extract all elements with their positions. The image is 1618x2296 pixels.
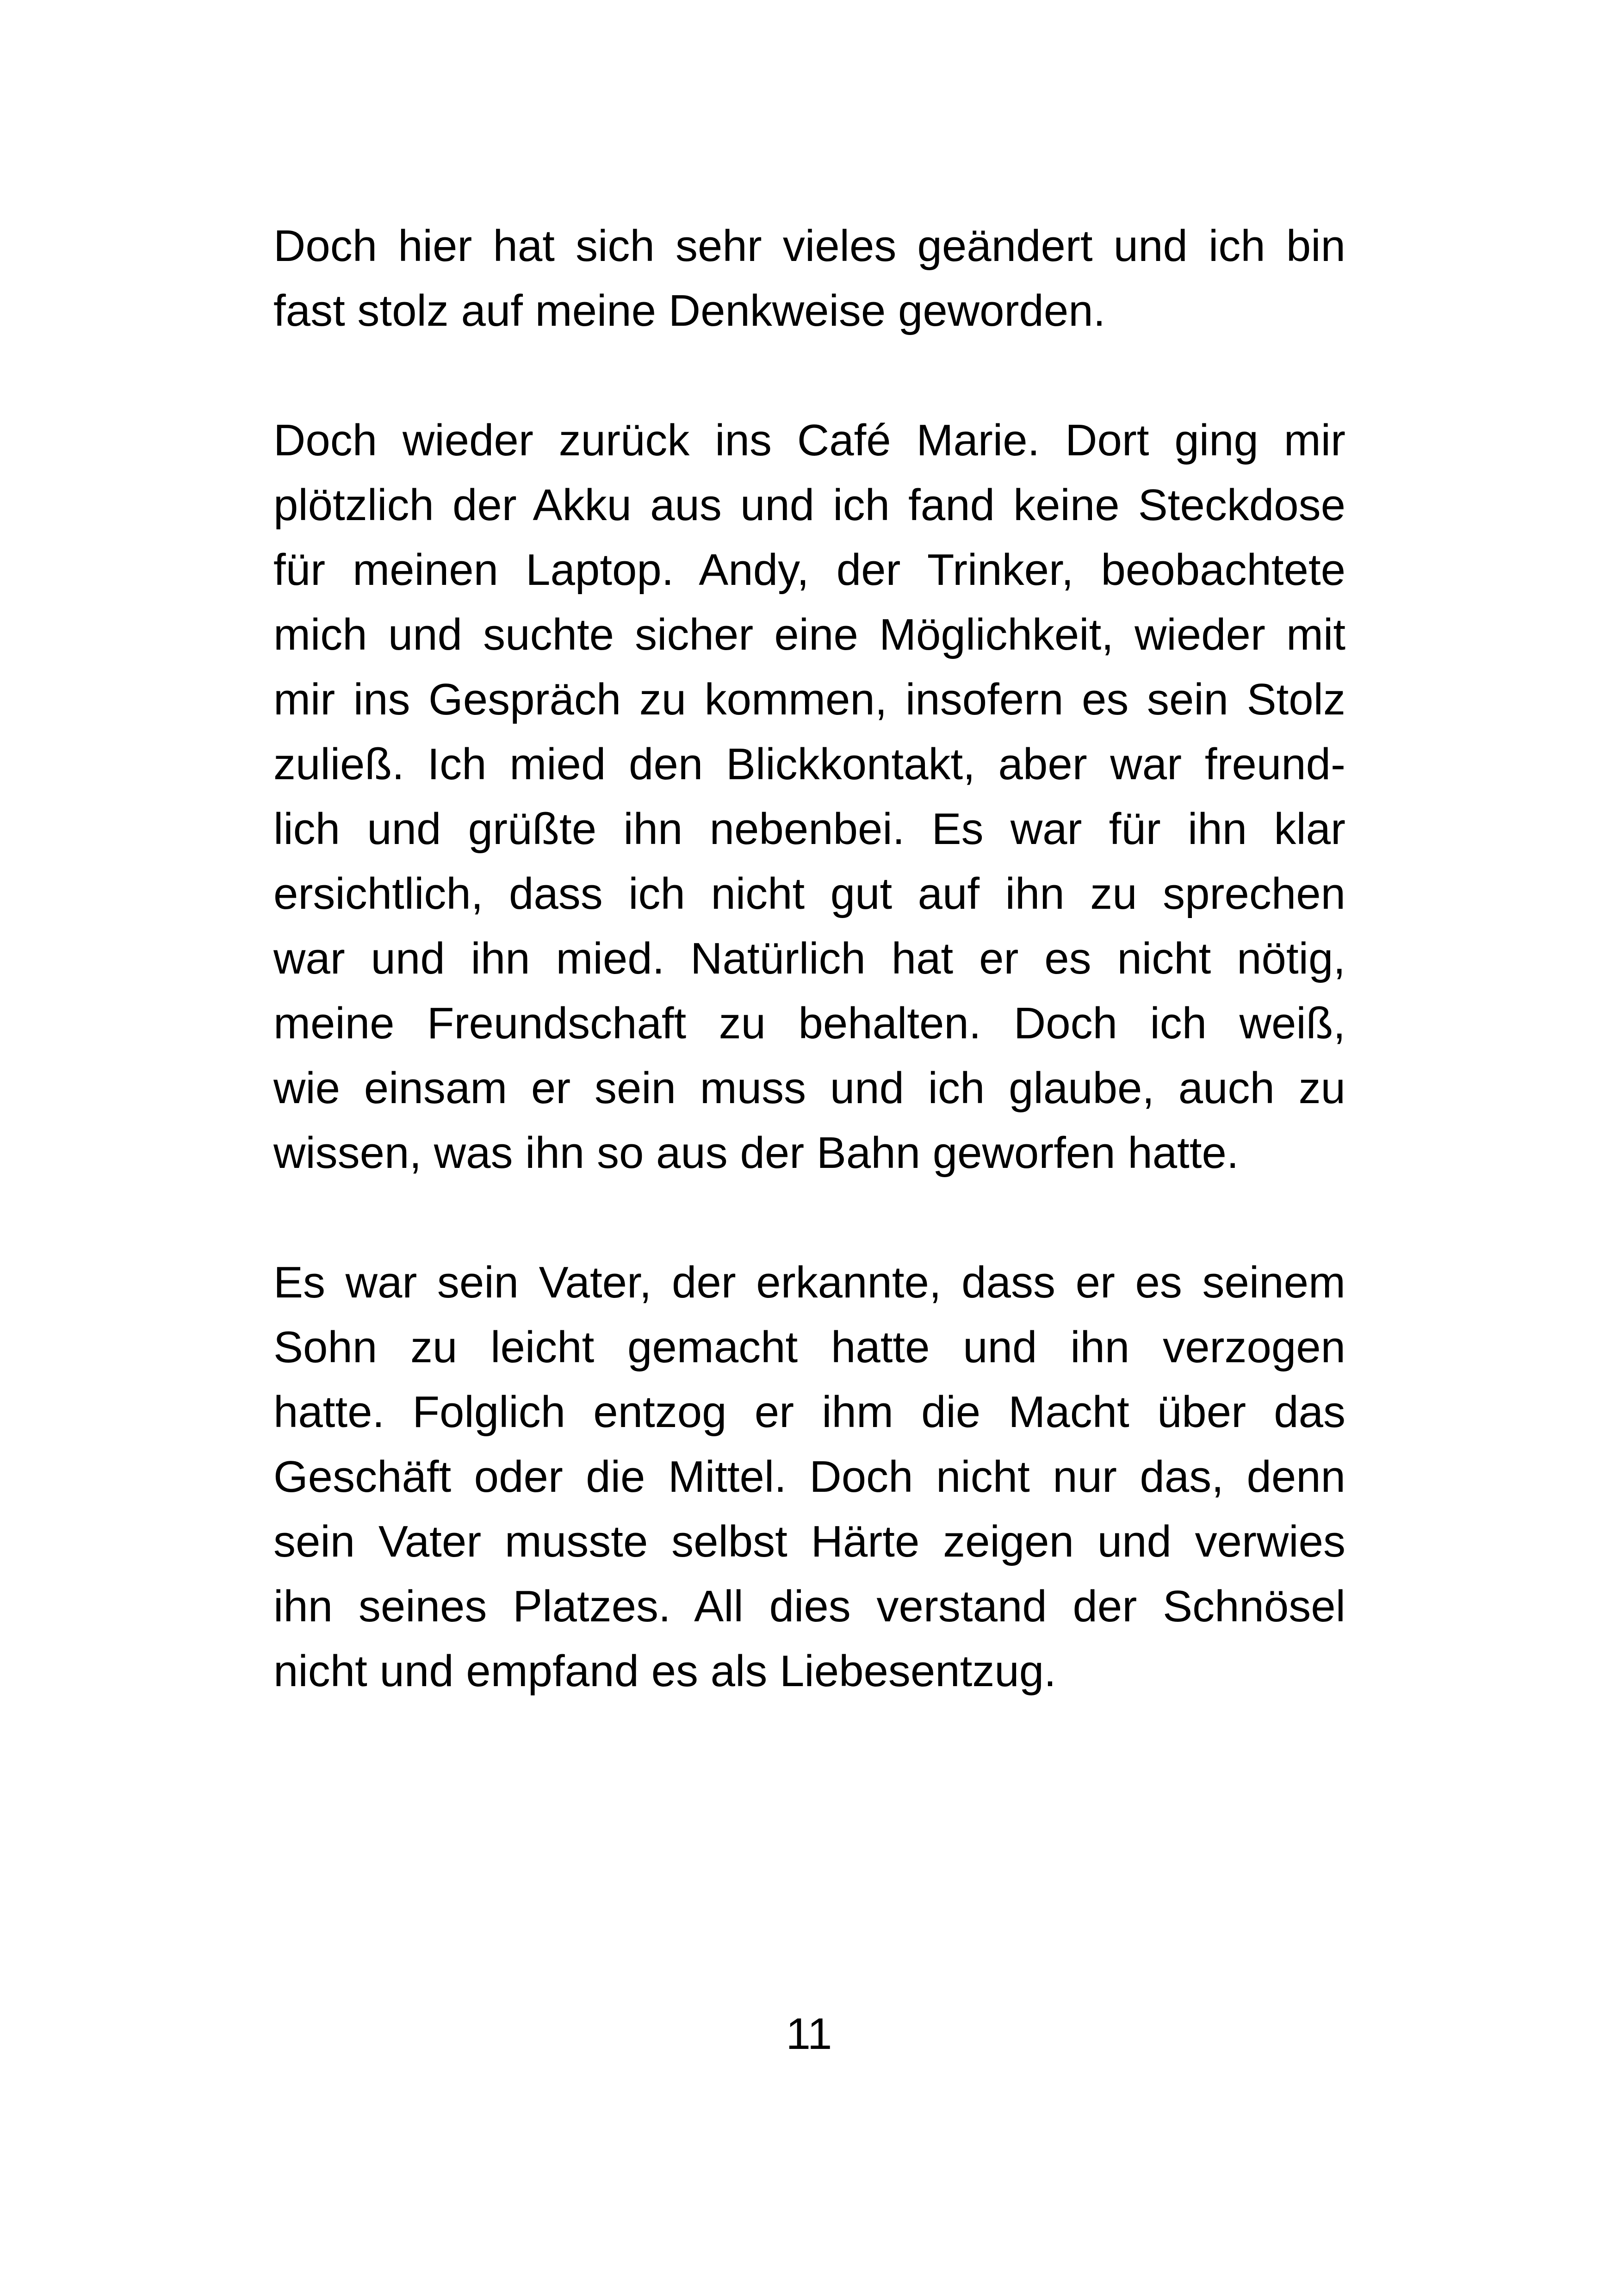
- text-line: meine Freundschaft zu behalten. Doch ich weiß,: [273, 999, 1345, 1048]
- text-line: ersichtlich, dass ich nicht gut auf ihn zu sprechen: [273, 869, 1345, 918]
- text-line: fast stolz auf meine Denkweise geworden.: [273, 286, 1106, 335]
- paragraph-1: [273, 214, 1345, 343]
- paragraph-2: [273, 408, 1345, 1185]
- text-line: Doch wieder zurück ins Café Marie. Dort ging mir: [273, 416, 1345, 465]
- text-line: war und ihn mied. Natürlich hat er es nicht nötig,: [273, 934, 1345, 983]
- text-line: wissen, was ihn so aus der Bahn geworfen hatte.: [273, 1128, 1239, 1178]
- text-line: wie einsam er sein muss und ich glaube, auch zu: [273, 1063, 1345, 1113]
- paragraph-3: [273, 1250, 1345, 1704]
- text-line: Geschäft oder die Mittel. Doch nicht nur das, denn: [273, 1452, 1345, 1502]
- text-line: Doch hier hat sich sehr vieles geändert und ich bin: [273, 221, 1345, 271]
- text-line: zuließ. Ich mied den Blickkontakt, aber war freund-: [273, 739, 1345, 789]
- text-line: hatte. Folglich entzog er ihm die Macht über das: [273, 1387, 1345, 1437]
- text-line: Sohn zu leicht gemacht hatte und ihn verzogen: [273, 1322, 1345, 1372]
- text-line: nicht und empfand es als Liebesentzug.: [273, 1646, 1056, 1696]
- text-line: für meinen Laptop. Andy, der Trinker, beobachtete: [273, 545, 1345, 595]
- text-line: Es war sein Vater, der erkannte, dass er es seinem: [273, 1258, 1345, 1307]
- text-line: plötzlich der Akku aus und ich fand keine Steckdose: [273, 480, 1345, 530]
- text-line: mich und suchte sicher eine Möglichkeit, wieder mit: [273, 610, 1345, 659]
- text-line: sein Vater musste selbst Härte zeigen und verwies: [273, 1517, 1345, 1566]
- text-line: lich und grüßte ihn nebenbei. Es war für ihn klar: [273, 804, 1345, 854]
- page-body: [273, 214, 1345, 1769]
- page-number: 11: [786, 2009, 832, 2059]
- text-line: mir ins Gespräch zu kommen, insofern es sein Stolz: [273, 675, 1345, 724]
- text-line: ihn seines Platzes. All dies verstand der Schnösel: [273, 1582, 1345, 1631]
